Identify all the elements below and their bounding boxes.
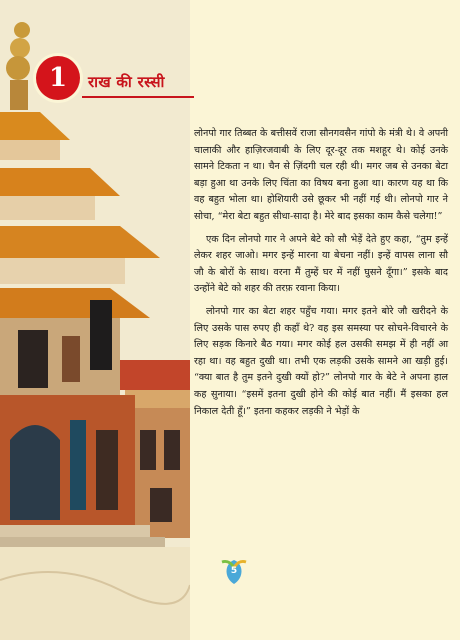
chapter-title: राख की रस्सी [88,73,165,91]
story-paragraph: लोनपो गार का बेटा शहर पहुँच गया। मगर इतने बोरे जौ खरीदने के लिए उसके पास रुपए ही कहाँ थे? वह इस समस्या पर सोचने-विचारने के लिए सड़क किनारे बैठ गया। मगर कोई हल उसकी समझ में ही नहीं आ रहा था। वह बहुत दुखी था। तभी एक लड़की उसके सामने आ खड़ी हुई। “क्या बात है तुम इतने दुखी क्यों हो?” लोनपो गार के बेटे ने अपना हाल कह सुनाया। “इसमें इतना दुखी होने की कोई बात नहीं। मैं इसका हल निकाल देती हूँ।” इतना कहकर लड़की ने भेड़ों के [194,305,448,417]
story-text [194,126,448,426]
page-number: 5 [230,566,238,576]
chapter-number-badge: 1 [36,56,80,100]
title-underline [82,96,194,98]
story-paragraph: लोनपो गार तिब्बत के बत्तीसवें राजा सौनगवसैन गांपो के मंत्री थे। वे अपनी चालाकी और हाज़िरजवाबी के लिए दूर-दूर तक मशहूर थे। कोई उनके सामने टिकता न था। चैन से ज़िंदगी चल रही थी। मगर जब से उनका बेटा बड़ा हुआ था उनके लिए चिंता का विषय बना हुआ था। कारण यह था कि वह बहुत भोला था। होशियारी उसे छूकर भी नहीं गई थी। लोनपो गार ने सोचा, “मेरा बेटा बहुत सीधा-सादा है। मेरे बाद इसका काम कैसे चलेगा!” [194,128,448,222]
story-paragraph: एक दिन लोनपो गार ने अपने बेटे को सौ भेड़ें देते हुए कहा, “तुम इन्हें लेकर शहर जाओ। मगर इन्हें मारना या बेचना नहीं। इन्हें वापस लाना सौ जौ के बोरों के साथ। वरना मैं तुम्हें घर में नहीं घुसने दूँगा।” इसके बाद उन्होंने बेटे को शहर की तरफ़ रवाना किया। [194,233,448,295]
